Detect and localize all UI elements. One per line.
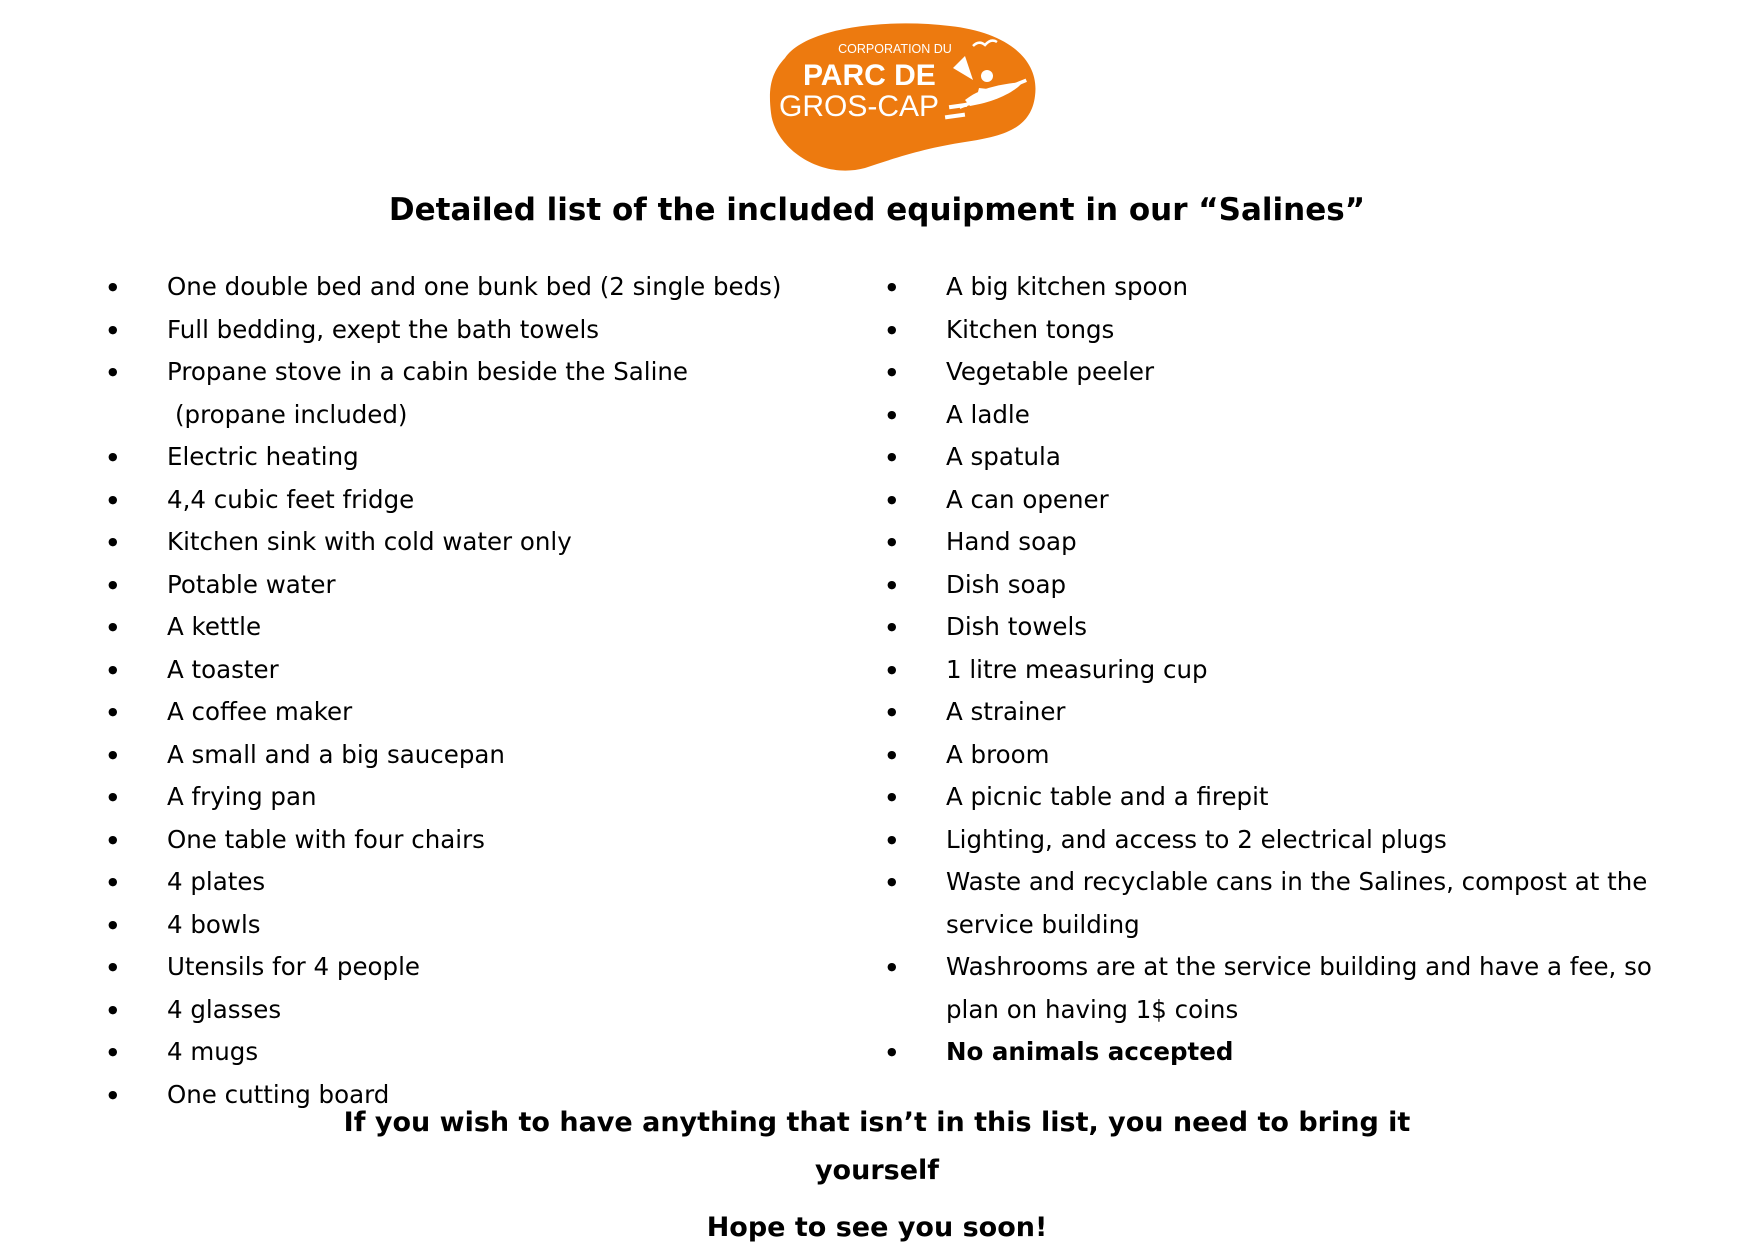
bullet-icon: ●: [108, 1045, 118, 1058]
list-item: [105, 776, 865, 819]
list-item-text: Lighting, and access to 2 electrical plugs: [946, 824, 1447, 854]
list-item-text: Kitchen tongs: [946, 314, 1115, 344]
bullet-icon: ●: [108, 790, 118, 803]
list-item-text: A big kitchen spoon: [946, 272, 1189, 301]
list-item-text: Vegetable peeler: [946, 357, 1155, 386]
list-item-text: Dish soap: [946, 569, 1067, 599]
bullet-icon: ●: [108, 365, 118, 378]
bullet-icon: ●: [887, 407, 897, 421]
list-item-text-continued: service building: [946, 909, 1140, 939]
bullet-icon: ●: [887, 960, 897, 973]
logo-text-gros-cap: GROS-CAP: [779, 90, 940, 123]
bullet-icon: ●: [887, 577, 897, 591]
list-item: [105, 691, 865, 734]
list-item: [105, 521, 865, 564]
list-item: [884, 861, 1724, 946]
bullet-icon: ●: [108, 832, 118, 846]
bullet-icon: ●: [887, 450, 897, 463]
list-item: [105, 946, 865, 989]
list-item-text: 1 litre measuring cup: [946, 654, 1208, 684]
bullet-icon: ●: [108, 492, 118, 506]
bullet-icon: ●: [887, 535, 897, 548]
logo-text-corporation: CORPORATION DU: [838, 42, 952, 56]
list-item: [105, 479, 865, 522]
logo-text-parc-de: PARC DE: [803, 59, 936, 92]
bullet-icon: ●: [887, 875, 897, 888]
list-item: [884, 266, 1724, 309]
bullet-icon: ●: [887, 747, 897, 761]
list-item-text: A strainer: [946, 697, 1066, 726]
list-item: [884, 1031, 1724, 1074]
list-item: [884, 649, 1724, 692]
list-item-text: A toaster: [167, 654, 279, 684]
bullet-icon: ●: [887, 662, 897, 676]
bullet-icon: ●: [108, 535, 118, 548]
list-item-text: One cutting board: [167, 1079, 390, 1109]
notice-line-2: yourself: [814, 1155, 940, 1186]
bullet-icon: ●: [108, 705, 118, 718]
bullet-icon: ●: [887, 832, 897, 846]
list-item: [105, 309, 865, 352]
list-item: [105, 606, 865, 649]
list-item-text: A spatula: [946, 442, 1061, 471]
bullet-icon: ●: [887, 620, 897, 633]
list-item: [884, 309, 1724, 352]
parc-de-gros-cap-logo: [765, 18, 1045, 174]
list-item-text: A small and a big saucepan: [167, 739, 505, 769]
list-item: [105, 564, 865, 607]
list-item: [105, 861, 865, 904]
list-item-text: Full bedding, exept the bath towels: [167, 314, 600, 344]
list-item: [105, 351, 865, 436]
list-item-text: 4 bowls: [167, 909, 261, 939]
bullet-icon: ●: [108, 747, 118, 761]
list-item-text: No animals accepted: [946, 1037, 1234, 1066]
list-item-text: A ladle: [946, 399, 1030, 429]
list-item: [105, 1031, 865, 1074]
list-item: [884, 351, 1724, 394]
bullet-icon: ●: [108, 280, 118, 293]
list-item-text: Washrooms are at the service building and have a fee, so: [946, 952, 1652, 981]
bullet-icon: ●: [108, 917, 118, 931]
bullet-icon: ●: [108, 577, 118, 591]
list-item: [884, 606, 1724, 649]
list-item-text: A can opener: [946, 484, 1109, 514]
bullet-icon: ●: [887, 1045, 897, 1058]
list-item: [105, 649, 865, 692]
list-item-text: Electric heating: [167, 442, 359, 471]
list-item-text: Dish towels: [946, 612, 1088, 641]
list-item: [105, 904, 865, 947]
list-item-text: Propane stove in a cabin beside the Saline: [167, 357, 689, 386]
list-item: [884, 776, 1724, 819]
list-item-text-continued: (propane included): [175, 399, 408, 429]
list-item: [105, 819, 865, 862]
list-item: [884, 946, 1724, 1031]
bullet-icon: ●: [887, 280, 897, 293]
list-item-text: A coffee maker: [167, 697, 353, 726]
list-item: [105, 266, 865, 309]
list-item-text: A picnic table and a firepit: [946, 782, 1269, 811]
bullet-icon: ●: [108, 450, 118, 463]
list-item: [884, 521, 1724, 564]
bullet-icon: ●: [108, 662, 118, 676]
list-item-text: 4 mugs: [167, 1037, 259, 1066]
list-item-text: 4 plates: [167, 867, 266, 896]
list-item: [884, 819, 1724, 862]
list-item: [105, 989, 865, 1032]
bullet-icon: ●: [887, 705, 897, 718]
list-item-text: Kitchen sink with cold water only: [167, 527, 572, 556]
equipment-list-left: [105, 266, 865, 1116]
list-item: [884, 564, 1724, 607]
list-item-text-continued: plan on having 1$ coins: [946, 994, 1239, 1024]
page-title: Detailed list of the included equipment in our “Salines”: [388, 192, 1366, 228]
bullet-icon: ●: [108, 875, 118, 888]
list-item-text: Utensils for 4 people: [167, 952, 420, 981]
list-item: [105, 734, 865, 777]
list-item-text: A frying pan: [167, 782, 317, 811]
bullet-icon: ●: [887, 322, 897, 336]
list-item-text: One double bed and one bunk bed (2 single beds): [167, 272, 782, 301]
list-item-text: A kettle: [167, 612, 262, 641]
bullet-icon: ●: [887, 365, 897, 378]
bullet-icon: ●: [887, 790, 897, 803]
list-item-text: Potable water: [167, 569, 336, 599]
list-item-text: Hand soap: [946, 527, 1077, 556]
equipment-list-right: [884, 266, 1724, 1074]
bullet-icon: ●: [108, 1002, 118, 1016]
list-item: [884, 436, 1724, 479]
bullet-icon: ●: [108, 960, 118, 973]
list-item: [884, 479, 1724, 522]
closing-message: Hope to see you soon!: [706, 1212, 1048, 1243]
list-item: [884, 691, 1724, 734]
list-item: [884, 394, 1724, 437]
notice-line-1: If you wish to have anything that isn’t in this list, you need to bring it: [343, 1107, 1411, 1138]
list-item-text: 4 glasses: [167, 994, 282, 1024]
list-item-text: 4,4 cubic feet fridge: [167, 484, 415, 514]
list-item: [884, 734, 1724, 777]
bullet-icon: ●: [887, 492, 897, 506]
list-item: [105, 436, 865, 479]
bullet-icon: ●: [108, 1087, 118, 1101]
list-item-text: One table with four chairs: [167, 824, 485, 854]
bullet-icon: ●: [108, 620, 118, 633]
bring-your-own-notice: [0, 1099, 1754, 1195]
list-item-text: Waste and recyclable cans in the Salines, compost at the: [946, 867, 1648, 896]
list-item-text: A broom: [946, 739, 1050, 769]
bullet-icon: ●: [108, 322, 118, 336]
